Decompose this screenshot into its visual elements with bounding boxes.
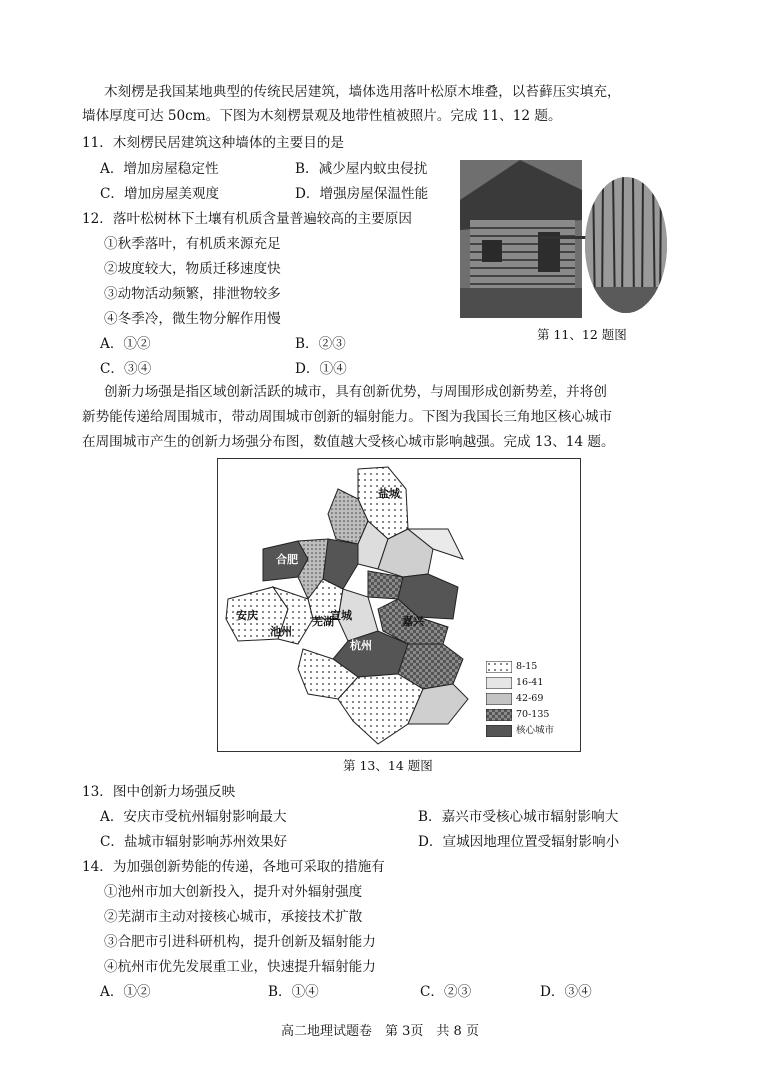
label-hefei: 合肥 <box>276 553 298 566</box>
figure-11-12-caption: 第 11、12 题图 <box>537 327 627 342</box>
q11-option-a: A．增加房屋稳定性 <box>100 161 219 177</box>
label-xuancheng: 宣城 <box>330 609 352 622</box>
figure-13-14-caption: 第 13、14 题图 <box>343 758 433 773</box>
q13-option-c: C．盐城市辐射影响苏州效果好 <box>100 834 288 850</box>
larch-forest-photo <box>585 177 667 313</box>
q13-option-d: D．宣城因地理位置受辐射影响小 <box>418 834 620 850</box>
map-legend <box>486 659 566 739</box>
q14-stem: 14．为加强创新势能的传递，各地可采取的措施有 <box>82 859 385 875</box>
q13-option-b: B．嘉兴市受核心城市辐射影响大 <box>418 809 619 825</box>
label-jiaxing: 嘉兴 <box>402 615 424 628</box>
q12-statement-3: ③动物活动频繁，排泄物较多 <box>104 286 281 302</box>
label-wuhu: 芜湖 <box>312 615 334 628</box>
q11-stem: 11．木刻楞民居建筑这种墙体的主要目的是 <box>82 135 344 151</box>
log-house-photo <box>460 160 582 318</box>
q14-option-c: C．②③ <box>420 984 472 1000</box>
q13-stem: 13．图中创新力场强反映 <box>82 784 236 800</box>
q14-statement-4: ④杭州市优先发展重工业，快速提升辐射能力 <box>104 959 376 975</box>
page-footer: 高二地理试题卷 第 3页 共 8 页 <box>281 1024 479 1039</box>
intro1-line1: 木刻楞是我国某地典型的传统民居建筑，墙体选用落叶松原木堆叠，以苔藓压实填充， <box>104 84 621 100</box>
q11-option-b: B．减少屋内蚊虫侵扰 <box>295 161 428 177</box>
q13-option-a: A．安庆市受杭州辐射影响最大 <box>100 809 287 825</box>
legend-item-1 <box>486 659 566 675</box>
q14-statement-1: ①池州市加大创新投入，提升对外辐射强度 <box>104 884 363 900</box>
q12-statement-4: ④冬季冷，微生物分解作用慢 <box>104 311 281 327</box>
legend-item-2 <box>486 675 566 691</box>
region-south <box>338 674 423 744</box>
q12-option-d: D．①④ <box>295 361 347 377</box>
q14-option-d: D．③④ <box>540 984 592 1000</box>
q12-statement-2: ②坡度较大，物质迁移速度快 <box>104 261 281 277</box>
q14-statement-3: ③合肥市引进科研机构，提升创新及辐射能力 <box>104 934 376 950</box>
intro2-line3: 在周围城市产生的创新力场强分布图，数值越大受核心城市影响越强。完成 13、14 题。 <box>82 434 615 450</box>
label-anqing: 安庆 <box>236 609 258 622</box>
photo-connector-line <box>540 236 588 239</box>
legend-label: 16-41 <box>516 677 544 688</box>
q11-option-d: D．增强房屋保温性能 <box>295 186 429 202</box>
q12-option-c: C．③④ <box>100 361 152 377</box>
label-hangzhou: 杭州 <box>350 639 372 652</box>
q12-stem: 12．落叶松树林下土壤有机质含量普遍较高的主要原因 <box>82 211 412 227</box>
legend-label: 核心城市 <box>516 725 555 736</box>
label-yancheng: 盐城 <box>378 487 400 500</box>
legend-label: 8-15 <box>516 661 538 672</box>
q12-option-a: A．①② <box>100 336 151 352</box>
intro2-line1: 创新力场强是指区域创新活跃的城市，具有创新优势，与周围形成创新势差，并将创 <box>104 384 607 400</box>
legend-label: 42-69 <box>516 693 544 704</box>
q12-statement-1: ①秋季落叶，有机质来源充足 <box>104 236 281 252</box>
yangtze-delta-map <box>217 458 581 752</box>
legend-item-5 <box>486 723 566 739</box>
legend-label: 70-135 <box>516 709 550 720</box>
label-chizhou: 池州 <box>270 625 292 638</box>
legend-item-4 <box>486 707 566 723</box>
q12-option-b: B．②③ <box>295 336 346 352</box>
legend-item-3 <box>486 691 566 707</box>
intro1-line2: 墙体厚度可达 50cm。下图为木刻楞景观及地带性植被照片。完成 11、12 题。 <box>82 108 562 124</box>
q14-option-b: B．①④ <box>268 984 319 1000</box>
intro2-line2: 新势能传递给周围城市，带动周围城市创新的辐射能力。下图为我国长三角地区核心城市 <box>82 409 613 425</box>
q11-option-c: C．增加房屋美观度 <box>100 186 220 202</box>
q14-statement-2: ②芜湖市主动对接核心城市，承接技术扩散 <box>104 909 363 925</box>
q14-option-a: A．①② <box>100 984 151 1000</box>
